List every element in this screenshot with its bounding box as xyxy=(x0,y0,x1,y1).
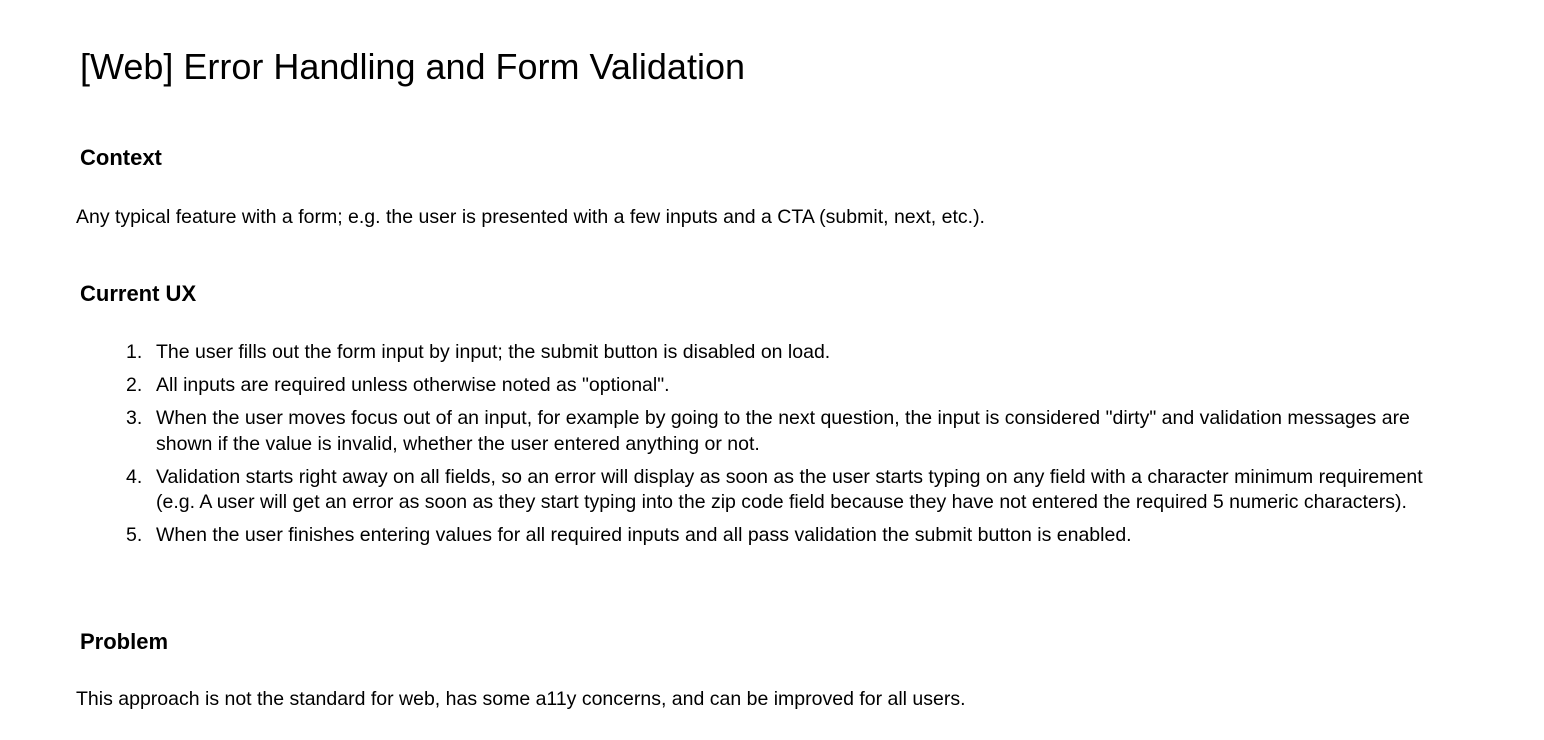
list-item-text: All inputs are required unless otherwise noted as "optional". xyxy=(156,374,670,396)
list-item-number: 5. xyxy=(126,524,143,546)
list-item-text: When the user moves focus out of an input, for example by going to the next question, the input is considered "dirty" and validation messages are shown if the value is invalid, whether the user entered anything or not. xyxy=(156,407,1410,455)
list-item xyxy=(126,373,1466,399)
context-heading: Context xyxy=(80,145,162,170)
problem-paragraph: This approach is not the standard for web, has some a11y concerns, and can be improved for all users. xyxy=(76,688,966,710)
list-item-text: When the user finishes entering values for all required inputs and all pass validation the submit button is enabled. xyxy=(156,524,1132,546)
current-ux-heading: Current UX xyxy=(80,281,197,306)
list-item xyxy=(126,523,1466,549)
list-item-number: 2. xyxy=(126,374,143,396)
list-item-number: 3. xyxy=(126,407,143,429)
list-item xyxy=(126,340,1466,366)
page-title: [Web] Error Handling and Form Validation xyxy=(80,46,745,87)
list-item-number: 4. xyxy=(126,465,143,488)
list-item-text: The user fills out the form input by input; the submit button is disabled on load. xyxy=(156,341,831,363)
list-item-text: Validation starts right away on all fields, so an error will display as soon as the user starts typing on any field with a character minimum requirement (e.g. A user will get an error as soon as they start typing into the zip code field because they have not entered the required 5 numeric characters). xyxy=(156,465,1423,513)
list-item xyxy=(126,465,1466,516)
list-item xyxy=(126,406,1466,457)
problem-heading: Problem xyxy=(80,629,169,654)
list-item-number: 1. xyxy=(126,341,143,363)
context-paragraph: Any typical feature with a form; e.g. the user is presented with a few inputs and a CTA (submit, next, etc.). xyxy=(76,206,985,228)
current-ux-list xyxy=(126,340,1466,556)
